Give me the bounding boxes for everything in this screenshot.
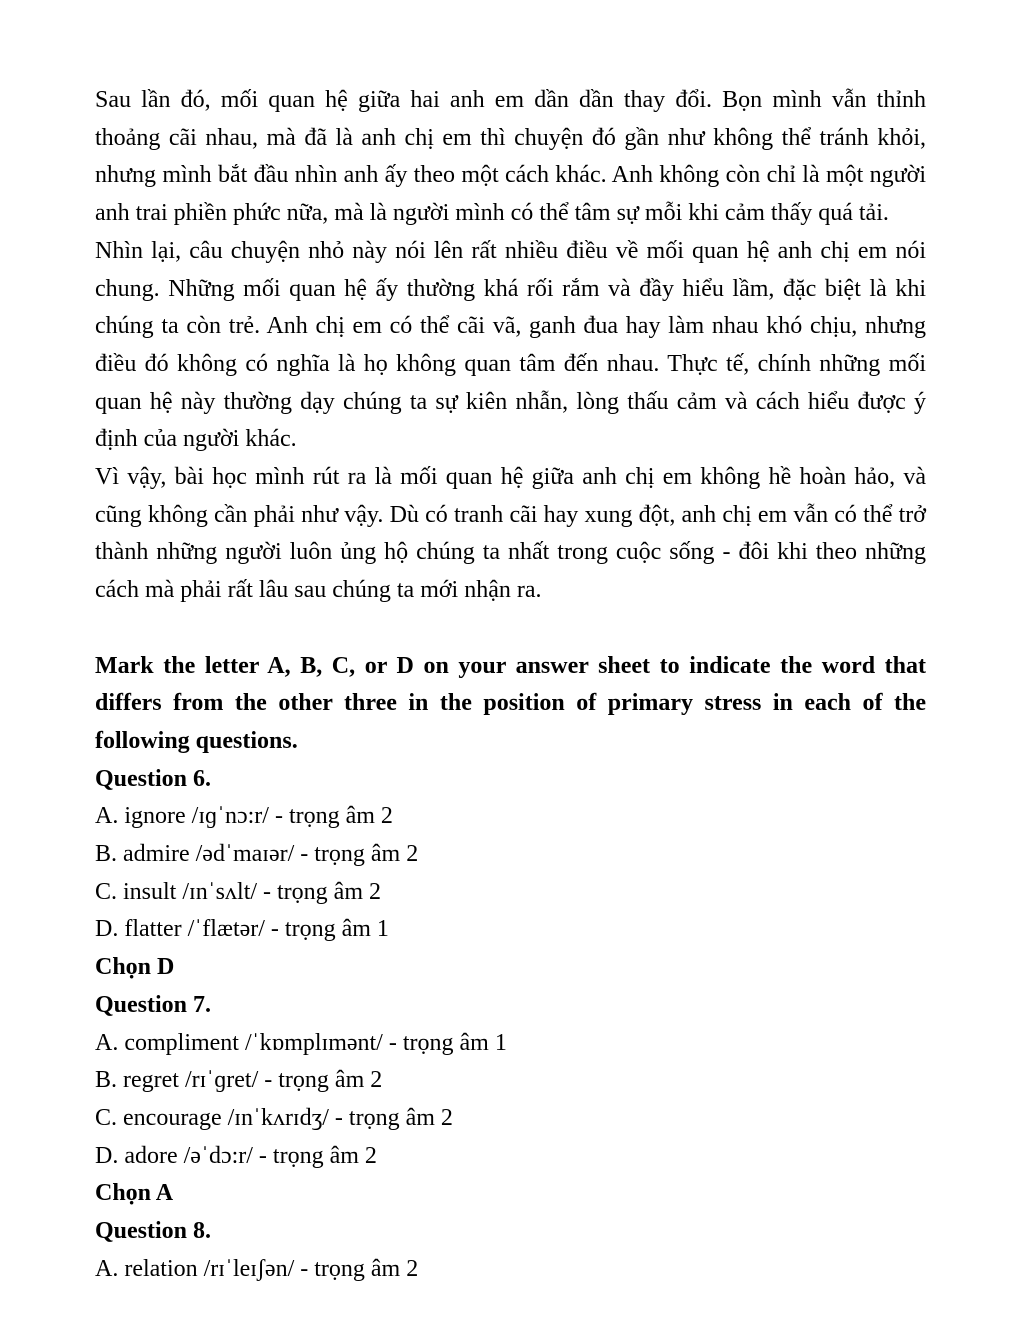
question-7-option-b: B. regret /rɪˈɡret/ - trọng âm 2 xyxy=(95,1067,383,1094)
question-6-option-a: A. ignore /ɪɡˈnɔ:r/ - trọng âm 2 xyxy=(95,803,393,830)
paragraph-spacer xyxy=(95,610,926,648)
question-7-option-d: D. adore /əˈdɔ:r/ - trọng âm 2 xyxy=(95,1142,377,1169)
question-8-label: Question 8. xyxy=(95,1218,212,1245)
question-7-option-a: A. compliment /ˈkɒmplɪmənt/ - trọng âm 1 xyxy=(95,1029,507,1056)
question-7-label: Question 7. xyxy=(95,991,212,1018)
passage-paragraph-3: Vì vậy, bài học mình rút ra là mối quan hệ giữa anh chị em không hề hoàn hảo, và cũng không cần phải như vậy. Dù có tranh cãi hay xung đột, anh chị em vẫn có thể trở thành những người luôn ủng hộ chúng ta nhất trong cuộc sống - đôi khi theo những cách mà phải rất lâu sau chúng ta mới nhận ra. xyxy=(95,464,926,604)
section-instruction: Mark the letter A, B, C, or D on your answer sheet to indicate the word that differs from the other three in the position of primary stress in each of the following questions. xyxy=(95,652,926,754)
question-6-answer: Chọn D xyxy=(95,954,175,981)
question-6-option-b: B. admire /ədˈmaɪər/ - trọng âm 2 xyxy=(95,841,419,868)
passage-paragraph-2: Nhìn lại, câu chuyện nhỏ này nói lên rất nhiều điều về mối quan hệ anh chị em nói chung. Những mối quan hệ ấy thường khá rối rắm và đầy hiểu lầm, đặc biệt là khi chúng ta còn trẻ. Anh chị em có thể cãi vã, ganh đua hay làm nhau khó chịu, nhưng điều đó không có nghĩa là họ không quan tâm đến nhau. Thực tế, chính những mối quan hệ này thường dạy chúng ta sự kiên nhẫn, lòng thấu cảm và cách hiểu được ý định của người khác. xyxy=(95,237,926,453)
question-6-label: Question 6. xyxy=(95,765,212,792)
question-6-option-d: D. flatter /ˈflætər/ - trọng âm 1 xyxy=(95,916,389,943)
question-8-option-a: A. relation /rɪˈleɪʃən/ - trọng âm 2 xyxy=(95,1255,419,1282)
question-7-option-c: C. encourage /ɪnˈkʌrɪdʒ/ - trọng âm 2 xyxy=(95,1104,453,1131)
page-content xyxy=(95,82,926,1288)
question-7-answer: Chọn A xyxy=(95,1180,174,1207)
question-6-option-c: C. insult /ɪnˈsʌlt/ - trọng âm 2 xyxy=(95,878,381,905)
passage-paragraph-1: Sau lần đó, mối quan hệ giữa hai anh em dần dần thay đổi. Bọn mình vẫn thỉnh thoảng cãi nhau, mà đã là anh chị em thì chuyện đó gần như không thể tránh khỏi, nhưng mình bắt đầu nhìn anh ấy theo một cách khác. Anh không còn chỉ là một người anh trai phiền phức nữa, mà là người mình có thể tâm sự mỗi khi cảm thấy quá tải. xyxy=(95,87,926,227)
